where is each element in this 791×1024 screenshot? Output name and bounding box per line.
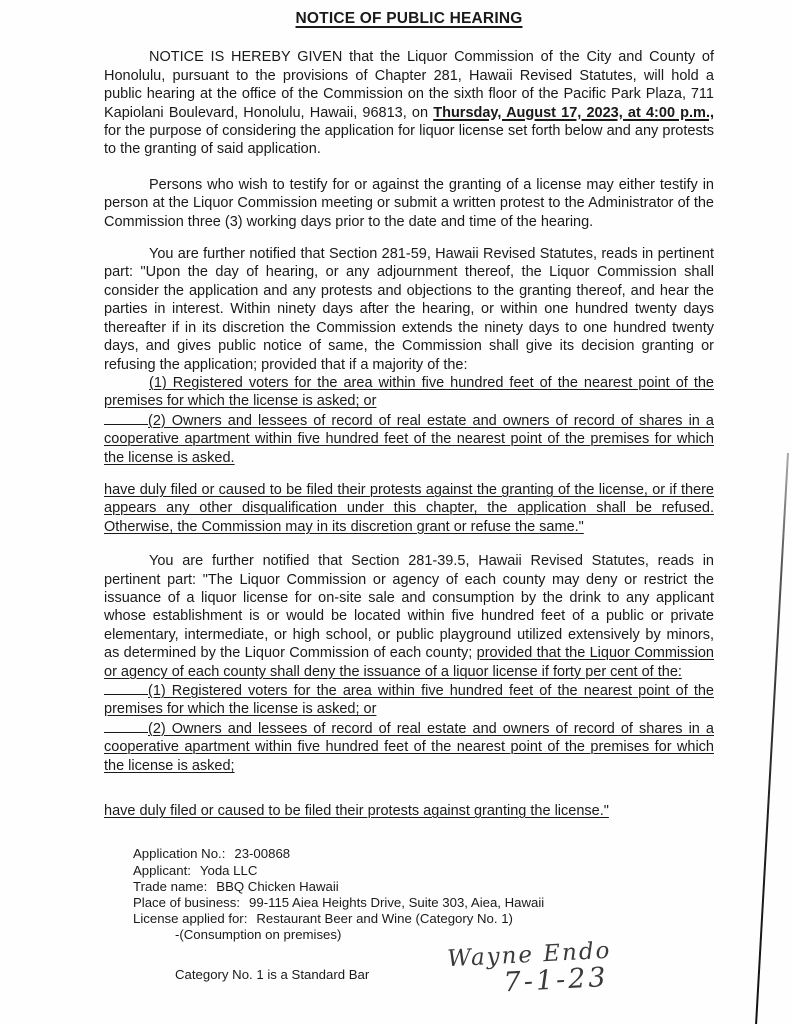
statute-281-59-paragraph: You are further notified that Section 281-59, Hawaii Revised Statutes, reads in pertinent part: "Upon the day of hearing, or any adjournment thereof, the Liquor Commission shall consider the application and any protests and objections to the granting thereof, and hear the parties in interest. Within ninety days after the hearing, or within one hundred twenty days thereafter if in its discretion the Commission extends the ninety days to one hundred twenty days, and gives public notice of same, the Commission shall give its decision granting or refusing the application; provided that if a majority of the: [104,246,714,373]
statute-281-59-item-1 [104,374,714,411]
application-no-label: Application No.: [133,846,226,862]
application-details [133,846,714,943]
handwritten-signature [447,938,614,1002]
notice-text-column [104,6,714,984]
consumption-note: -(Consumption on premises) [175,927,342,943]
intro-paragraph [104,48,714,158]
intro-text-continued: for the purpose of considering the application for liquor license set forth below and any protests to the granting of said application. [104,123,714,158]
scan-edge-line [755,453,789,1024]
intro-text: NOTICE IS HEREBY GIVEN that the Liquor Commission of the City and County of Honolulu, pursuant to the provisions of Chapter 281, Hawaii Revised Statutes, will hold a public hearing at the office of the Commission on the sixth floor of the Pacific Park Plaza, 711 Kapiolani Boulevard, Honolulu, Hawaii, 96813, on [104,49,714,121]
place-of-business-value: 99-115 Aiea Heights Drive, Suite 303, Aiea, Hawaii [249,895,545,911]
page-title: NOTICE OF PUBLIC HEARING [295,10,523,27]
detail-row-application-no [133,846,714,862]
trade-name-value: BBQ Chicken Hawaii [216,878,339,894]
signature-name: Wayne Endo [446,937,613,973]
statute-281-39-5-item-1 [104,681,714,719]
testify-paragraph: Persons who wish to testify for or against the granting of a license may either testify in person at the Liquor Commission meeting or submit a written protest to the Administrator of the Commission three (3) working days prior to the date and time of the hearing. [104,176,714,230]
detail-row-place-of-business [133,895,714,911]
statute-281-39-5-paragraph [104,552,714,681]
application-no-value: 23-00868 [234,846,291,862]
license-applied-for-label: License applied for: [133,911,248,927]
license-applied-for-value: Restaurant Beer and Wine (Category No. 1) [256,911,513,927]
leading-underline-rule [104,411,148,425]
applicant-label: Applicant: [133,862,191,878]
hearing-datetime: Thursday, August 17, 2023, at 4:00 p.m., [433,104,715,121]
statute-281-39-5-closing: have duly filed or caused to be filed their protests against granting the license." [104,803,609,820]
category-footnote: Category No. 1 is a Standard Bar [175,966,370,982]
detail-row-trade-name [133,879,714,895]
trade-name-label: Trade name: [133,878,208,894]
detail-row-applicant [133,863,714,879]
statute-281-39-5-item-1-text: (1) Registered voters for the area within five hundred feet of the nearest point of the premises for which the license is asked; or [104,683,714,718]
place-of-business-label: Place of business: [133,895,241,911]
statute-281-39-5-text: You are further notified that Section 281-39.5, Hawaii Revised Statutes, reads in pertinent part: "The Liquor Commission or agency of each county may deny or restrict the issuance of a liquor license for on-site sale and consumption by the drink to any applicant whose establishment is or would be located within five hundred feet of a public or private elementary, intermediate, or high school, or public playground utilized extensively by minors, as determined by the Liquor Commission of each county; [104,553,714,662]
statute-281-39-5-item-2-text: (2) Owners and lessees of record of real estate and owners of record of shares in a cooperative apartment within five hundred feet of the nearest point of the premises for which the license is asked; [104,720,714,774]
leading-underline-rule [104,681,148,695]
statute-281-39-5-item-2 [104,719,714,775]
applicant-value: Yoda LLC [199,862,258,878]
statute-281-59-item-1-text: (1) Registered voters for the area within five hundred feet of the nearest point of the premises for which the license is asked; or [104,374,714,410]
leading-underline-rule [104,719,148,733]
statute-281-59-closing: have duly filed or caused to be filed their protests against the granting of the license, or if there appears any other disqualification under this chapter, the application shall be refused. Otherwise, the Commission may in its discretion grant or refuse the same." [104,481,714,535]
statute-281-59-item-2 [104,411,714,467]
signature-date: 7-1-23 [502,961,610,999]
detail-row-license-applied-for [133,911,714,927]
statute-281-59-item-2-text: (2) Owners and lessees of record of real estate and owners of record of shares in a cooperative apartment within five hundred feet of the nearest point of the premises for which the license is asked. [104,412,714,466]
statute-281-39-5-proviso: provided that the Liquor Commission or agency of each county shall deny the issuance of a liquor license if forty per cent of the: [104,645,714,680]
